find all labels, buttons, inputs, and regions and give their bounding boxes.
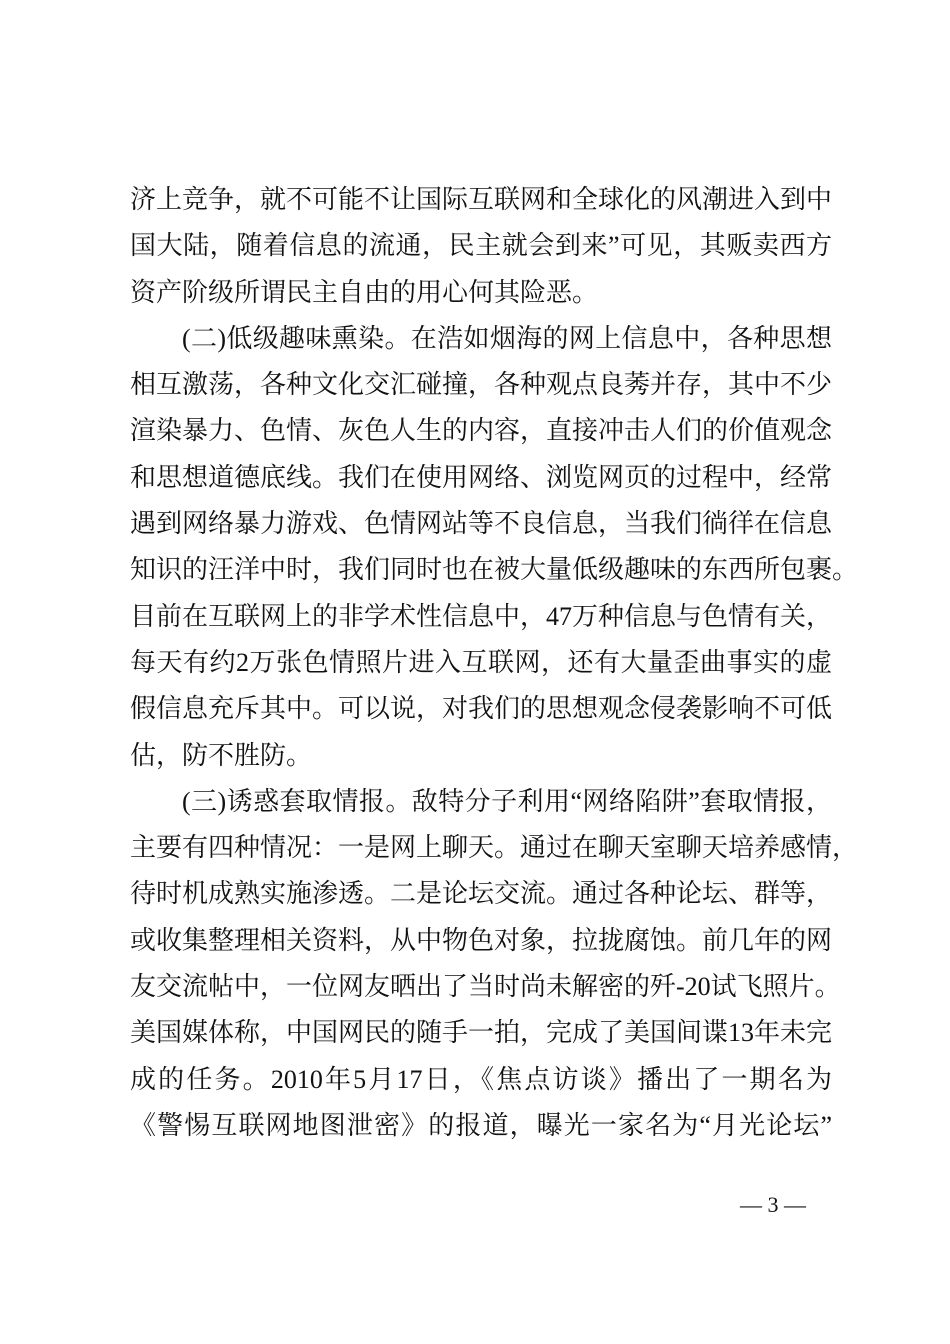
text-line: 《警惕互联网地图泄密》的报道，曝光一家名为“月光论坛” xyxy=(130,1110,832,1140)
text-line: 遇到网络暴力游戏、色情网站等不良信息，当我们徜徉在信息 xyxy=(130,509,833,539)
document-body xyxy=(130,177,859,1149)
section-heading-line: (二)低级趣味熏染。在浩如烟海的网上信息中，各种思想 xyxy=(182,323,832,353)
text-line: 渲染暴力、色情、灰色人生的内容，直接冲击人们的价值观念 xyxy=(130,416,833,446)
text-line: 或收集整理相关资料，从中物色对象，拉拢腐蚀。前几年的网 xyxy=(130,925,833,955)
text-line: 友交流帖中，一位网友晒出了当时尚未解密的歼-20试飞照片。 xyxy=(130,972,841,1002)
text-line: 资产阶级所谓民主自由的用心何其险恶。 xyxy=(130,277,599,307)
text-line: 目前在互联网上的非学术性信息中，47万种信息与色情有关， xyxy=(130,601,833,631)
text-line: 美国媒体称，中国网民的随手一拍，完成了美国间谍13年未完 xyxy=(130,1018,833,1048)
text-line: 假信息充斥其中。可以说，对我们的思想观念侵袭影响不可低 xyxy=(130,694,833,724)
page-number: — 3 — xyxy=(740,1192,806,1217)
text-line: 相互激荡，各种文化交汇碰撞，各种观点良莠并存，其中不少 xyxy=(130,370,833,400)
text-line: 国大陆，随着信息的流通，民主就会到来”可见，其贩卖西方 xyxy=(130,231,832,261)
text-line: 估，防不胜防。 xyxy=(130,740,313,770)
text-line: 知识的汪洋中时，我们同时也在被大量低级趣味的东西所包裹。 xyxy=(130,555,859,585)
section-heading-line: (三)诱惑套取情报。敌特分子利用“网络陷阱”套取情报， xyxy=(182,786,832,816)
text-line: 待时机成熟实施渗透。二是论坛交流。通过各种论坛、群等， xyxy=(130,879,833,909)
text-line: 主要有四种情况：一是网上聊天。通过在聊天室聊天培养感情， xyxy=(130,833,859,863)
text-line: 每天有约2万张色情照片进入互联网，还有大量歪曲事实的虚 xyxy=(130,647,832,677)
text-line: 济上竞争，就不可能不让国际互联网和全球化的风潮进入到中 xyxy=(130,185,833,214)
text-line: 和思想道德底线。我们在使用网络、浏览网页的过程中，经常 xyxy=(130,462,833,492)
text-line: 成的任务。2010年5月17日，《焦点访谈》播出了一期名为 xyxy=(130,1064,832,1094)
